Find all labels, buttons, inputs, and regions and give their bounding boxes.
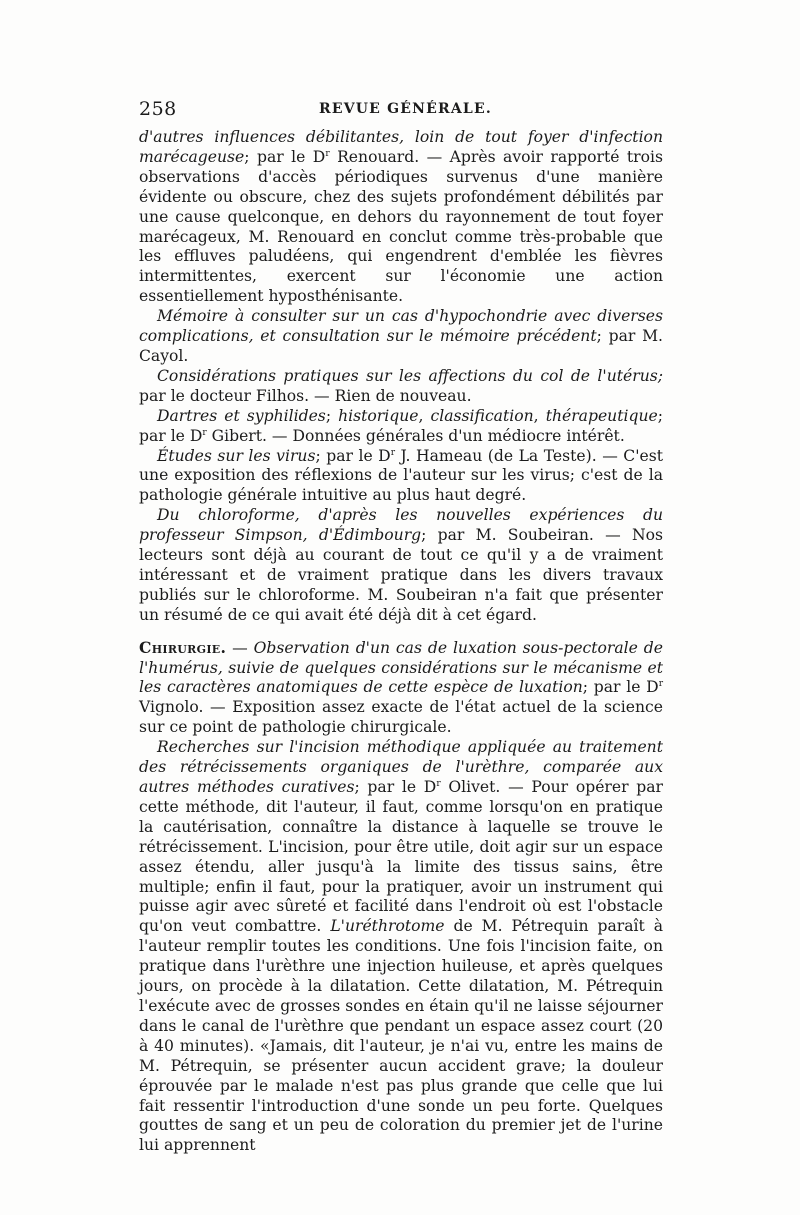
text-run: ; par le D (244, 147, 326, 166)
text-run: ; (325, 406, 339, 425)
text-run: par le docteur Filhos. — Rien de nouveau. (139, 386, 472, 405)
text-run: ; par le D (354, 778, 437, 796)
text-run: ; par le D (139, 406, 664, 445)
paragraph-p6 (139, 506, 663, 625)
text-run: , (418, 406, 431, 425)
text-run: Olivet. — Pour opérer par cette méthode, dit l'auteur, il faut, comme lorsqu'on en pratique la cautérisation, connaître la distance à laquelle se trouve le rétrécissement. L'incision, pour être utile, doit agir sur un espace assez étendu, aller jusqu'à la limite des tissus sains, être multiple; enfin il faut, pour la pratiquer, avoir un instrument qui puisse agir avec sûreté et facilité dans l'endroit où est l'obstacle qu'on veut combattre. (139, 778, 664, 936)
text-run: Gibert. — Données générales d'un médiocre intérêt. (206, 426, 625, 445)
paragraph-p8 (139, 738, 663, 1156)
text-run: r (436, 778, 441, 789)
paragraph-p2 (139, 307, 663, 367)
italic-title: Dartres et syphilides (157, 406, 326, 425)
text-run: r (202, 427, 207, 438)
italic-title: Études sur les virus (157, 446, 316, 465)
italic-title: L'uréthrotome (330, 917, 445, 936)
text-run: — (226, 638, 254, 657)
italic-title: Mémoire à consulter sur un cas d'hypochondrie avec diverses complications, et consultation sur le mémoire précédent (139, 307, 663, 346)
paragraph-p5 (139, 447, 663, 507)
text-run: ; par le D (582, 678, 659, 697)
paragraph-p3 (139, 367, 663, 407)
text-run: ; par M. Cayol. (139, 327, 663, 365)
text-run: Vignolo. — Exposition assez exacte de l'état actuel de la science sur ce point de pathologie chirurgicale. (139, 698, 663, 737)
italic-title: classification (430, 406, 534, 425)
text-run: ; par le D (315, 446, 391, 465)
italic-title: Observation d'un cas de luxation sous-pectorale de l'humérus, suivie de quelques considérations sur le mécanisme et les caractères anatomiques de cette espèce de luxation (139, 638, 663, 697)
text-run: r (390, 447, 395, 458)
text-run: r (658, 679, 663, 690)
paragraph-p4 (139, 407, 663, 447)
text-run: Renouard. — Après avoir rapporté trois observations d'accès périodiques survenus d'une manière évidente ou obscure, chez des sujets profondément débilités par une cause quelconque, en dehors du rayonnement de tout foyer marécageux, M. Renouard en conclut comme très-probable que les effluves paludéens, qui engendrent d'emblée les fièvres intermittentes, exercent sur l'économie une action essentiellement hyposthénisante. (139, 147, 664, 306)
section-heading: Chirurgie. (139, 637, 227, 657)
page-number: 258 (139, 98, 177, 120)
text-run: , (533, 406, 546, 425)
paragraph-p1 (139, 128, 663, 307)
text-run: de M. Pétrequin paraît à l'auteur remplir toutes les conditions. Une fois l'incision faite, on pratique dans l'urèthre une injection huileuse, et après quelques jours, on procède à la dilatation. Cette dilatation, M. Pétrequin l'exécute avec de grosses sondes en étain qu'il ne laisse séjourner dans le canal de l'urèthre que pendant un espace assez court (20 à 40 minutes). «Jamais, dit l'auteur, je n'ai vu, entre les mains de M. Pétrequin, se présenter aucun accident grave; la douleur éprouvée par le malade n'est pas plus grande que celle que lui fait ressentir l'introduction d'une sonde un peu forte. Quelques gouttes de sang et un peu de coloration du premier jet de l'urine lui apprennent (139, 917, 663, 1155)
page-header (139, 98, 663, 124)
italic-title: Du chloroforme, d'après les nouvelles expériences du professeur Simpson, d'Édimbourg (139, 506, 663, 545)
italic-title: Recherches sur l'incision méthodique appliquée au traitement des rétrécissements organiques de l'urèthre, comparée aux autres méthodes curatives (139, 738, 663, 796)
paragraph-p7 (139, 638, 663, 739)
italic-title: thérapeutique (545, 406, 658, 425)
italic-title: historique (338, 406, 419, 425)
text-run: r (325, 148, 330, 159)
italic-title: d'autres influences débilitantes, loin de tout foyer d'infection marécageuse (139, 128, 663, 166)
text-run: J. Hameau (de La Teste). — C'est une exposition des réflexions de l'auteur sur les virus; c'est de la pathologie générale intuitive au plus haut degré. (139, 446, 664, 505)
body-text (139, 128, 663, 1156)
italic-title: Considérations pratiques sur les affections du col de l'utérus; (157, 366, 663, 385)
text-run: ; par M. Soubeiran. — Nos lecteurs sont déjà au courant de tout ce qu'il y a de vraiment intéressant et de vraiment pratique dans les divers travaux publiés sur le chloroforme. M. Soubeiran n'a fait que présenter un résumé de ce qui avait été déjà dit à cet égard. (139, 526, 663, 624)
running-title: REVUE GÉNÉRALE. (319, 101, 492, 117)
